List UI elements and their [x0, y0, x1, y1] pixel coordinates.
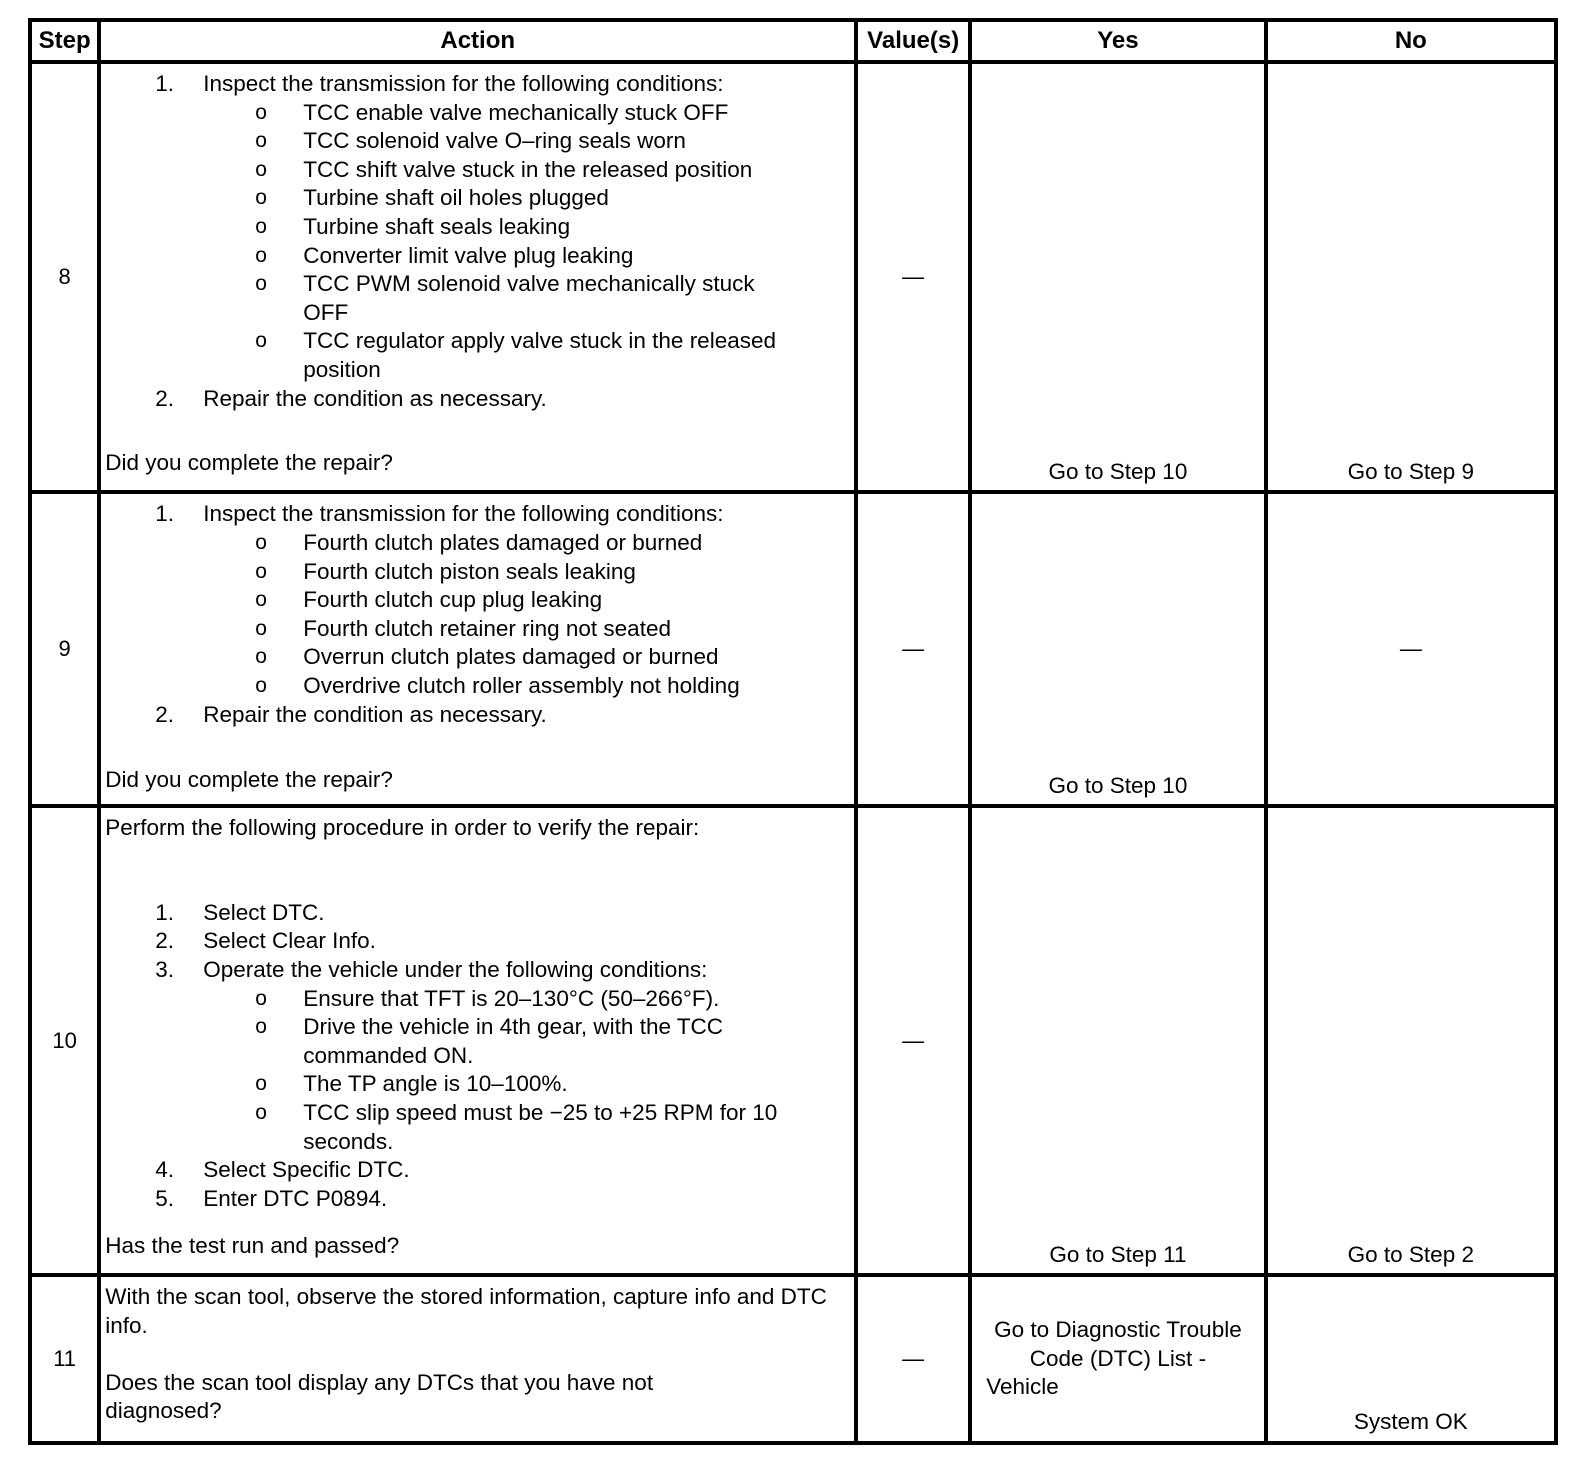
yes-answer-line: Go to Diagnostic Trouble	[994, 1317, 1242, 1343]
sub-list-item	[105, 99, 848, 128]
question-text: Did you complete the repair?	[105, 766, 393, 792]
yes-answer: Go to Step 11	[970, 806, 1265, 1275]
condition-text: Turbine shaft oil holes plugged	[303, 185, 609, 211]
yes-answer-line: Vehicle	[986, 1374, 1059, 1400]
condition-text: TCC slip speed must be −25 to +25 RPM for 10 seconds.	[303, 1099, 778, 1154]
condition-text: TCC regulator apply valve stuck in the released position	[303, 328, 776, 382]
step-number: 9	[30, 492, 99, 806]
sub-list-item	[105, 985, 848, 1014]
header-row	[30, 20, 1556, 62]
intro-text: With the scan tool, observe the stored information, capture info and DTC info.	[105, 1284, 827, 1338]
value-cell: —	[856, 806, 970, 1275]
yes-answer-line: Code (DTC) List -	[1029, 1345, 1207, 1371]
question-text: Did you complete the repair?	[105, 450, 393, 476]
list-item	[105, 956, 848, 985]
sub-list-item	[105, 156, 848, 185]
sub-list-item	[105, 1013, 848, 1070]
condition-text: Fourth clutch retainer ring not seated	[303, 615, 671, 641]
list-item	[105, 927, 848, 956]
list-number: 5.	[155, 1185, 175, 1211]
condition-text: Converter limit valve plug leaking	[303, 242, 634, 268]
list-number: 2.	[155, 385, 175, 411]
list-item	[105, 1156, 848, 1185]
bullet-icon: o	[255, 588, 267, 612]
bullet-icon: o	[255, 157, 267, 181]
list-item	[105, 899, 848, 928]
condition-text: Drive the vehicle in 4th gear, with the TCC commanded ON.	[303, 1014, 724, 1068]
bullet-icon: o	[255, 986, 267, 1010]
list-item-text: Operate the vehicle under the following conditions:	[203, 956, 708, 982]
list-number: 2.	[155, 928, 175, 954]
no-answer: —	[1266, 492, 1556, 806]
bullet-icon: o	[255, 559, 267, 583]
values-header: Value(s)	[856, 20, 970, 62]
yes-answer: Go to Step 10	[970, 62, 1265, 492]
yes-answer	[970, 1275, 1265, 1443]
value-cell: —	[856, 492, 970, 806]
condition-text: Fourth clutch cup plug leaking	[303, 587, 603, 613]
intro-text: Perform the following procedure in order to verify the repair:	[105, 815, 700, 841]
action-cell	[99, 492, 856, 806]
sub-list-item	[105, 327, 848, 384]
list-number: 1.	[155, 501, 175, 527]
no-answer: Go to Step 2	[1266, 806, 1556, 1275]
step-number: 10	[30, 806, 99, 1275]
value-cell: —	[856, 1275, 970, 1443]
bullet-icon: o	[255, 243, 267, 267]
question-text: Does the scan tool display any DTCs that you have not diagnosed?	[105, 1369, 654, 1424]
list-number: 1.	[155, 899, 175, 925]
diagnostic-table	[28, 18, 1558, 1445]
condition-text: TCC solenoid valve O–ring seals worn	[303, 128, 686, 154]
sub-list-item	[105, 127, 848, 156]
bullet-icon: o	[255, 272, 267, 296]
action-header: Action	[99, 20, 856, 62]
bullet-icon: o	[255, 186, 267, 210]
list-item-text: Repair the condition as necessary.	[203, 385, 547, 411]
no-answer: System OK	[1266, 1275, 1556, 1443]
yes-header: Yes	[970, 20, 1265, 62]
yes-answer: Go to Step 10	[970, 492, 1265, 806]
list-item	[105, 701, 848, 730]
bullet-icon: o	[255, 616, 267, 640]
condition-text: TCC shift valve stuck in the released position	[303, 156, 753, 182]
list-item-text: Enter DTC P0894.	[203, 1185, 388, 1211]
condition-text: Fourth clutch plates damaged or burned	[303, 529, 703, 555]
action-cell	[99, 1275, 856, 1443]
sub-list-item	[105, 558, 848, 587]
list-item-text: Select Clear Info.	[203, 928, 376, 954]
sub-list-item	[105, 184, 848, 213]
sub-list-item	[105, 529, 848, 558]
bullet-icon: o	[255, 673, 267, 697]
list-item-text: Inspect the transmission for the following conditions:	[203, 71, 724, 96]
condition-text: Fourth clutch piston seals leaking	[303, 558, 636, 584]
sub-list-item	[105, 615, 848, 644]
sub-list-item	[105, 270, 848, 327]
sub-list-item	[105, 586, 848, 615]
condition-text: The TP angle is 10–100%.	[303, 1071, 568, 1097]
sub-list-item	[105, 213, 848, 242]
list-number: 2.	[155, 701, 175, 727]
action-cell	[99, 62, 856, 492]
bullet-icon: o	[255, 329, 267, 353]
condition-text: Overdrive clutch roller assembly not holding	[303, 672, 740, 698]
bullet-icon: o	[255, 645, 267, 669]
bullet-icon: o	[255, 214, 267, 238]
list-number: 1.	[155, 71, 175, 96]
bullet-icon: o	[255, 1072, 267, 1096]
list-item-text: Select Specific DTC.	[203, 1157, 410, 1183]
no-header: No	[1266, 20, 1556, 62]
list-number: 4.	[155, 1157, 175, 1183]
bullet-icon: o	[255, 129, 267, 153]
table-row-step-10	[30, 806, 1556, 1275]
bullet-icon: o	[255, 1015, 267, 1039]
sub-list-item	[105, 643, 848, 672]
sub-list-item	[105, 242, 848, 271]
list-item-text: Inspect the transmission for the following conditions:	[203, 501, 724, 527]
condition-text: TCC enable valve mechanically stuck OFF	[303, 99, 729, 125]
sub-list-item	[105, 1070, 848, 1099]
table-row-step-11	[30, 1275, 1556, 1443]
value-cell: —	[856, 62, 970, 492]
step-header: Step	[30, 20, 99, 62]
question-text: Has the test run and passed?	[105, 1232, 400, 1258]
action-cell	[99, 806, 856, 1275]
step-number: 8	[30, 62, 99, 492]
bullet-icon: o	[255, 530, 267, 554]
list-number: 3.	[155, 956, 175, 982]
table-row-step-9	[30, 492, 1556, 806]
condition-text: Turbine shaft seals leaking	[303, 213, 571, 239]
list-item	[105, 1185, 848, 1214]
condition-text: TCC PWM solenoid valve mechanically stuck OFF	[303, 271, 755, 325]
bullet-icon: o	[255, 1100, 267, 1124]
list-item	[105, 500, 848, 529]
sub-list-item	[105, 672, 848, 701]
condition-text: Ensure that TFT is 20–130°C (50–266°F).	[303, 985, 720, 1011]
condition-text: Overrun clutch plates damaged or burned	[303, 644, 719, 670]
no-answer: Go to Step 9	[1266, 62, 1556, 492]
list-item	[105, 70, 848, 99]
sub-list-item	[105, 1099, 848, 1156]
list-item-text: Repair the condition as necessary.	[203, 701, 547, 727]
table-row-step-8	[30, 62, 1556, 492]
list-item-text: Select DTC.	[203, 899, 325, 925]
step-number: 11	[30, 1275, 99, 1443]
bullet-icon: o	[255, 100, 267, 124]
list-item	[105, 385, 848, 414]
